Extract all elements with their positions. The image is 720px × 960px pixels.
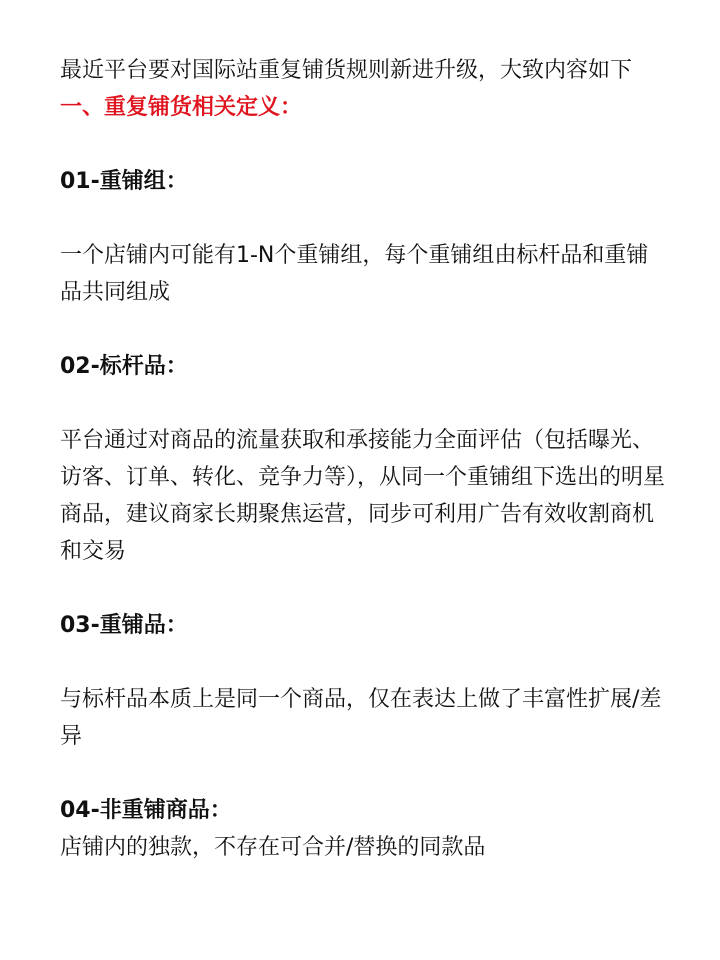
definition-body-3: 与标杆品本质上是同一个商品，仅在表达上做了丰富性扩展/差异: [60, 687, 662, 749]
spacer: [60, 126, 670, 163]
definition-body-2: 平台通过对商品的流量获取和承接能力全面评估（包括曝光、访客、订单、转化、竞争力等），从同一个重铺组下选出的明星商品，建议商家长期聚焦运营，同步可利用广告有效收割商机和交易: [60, 428, 666, 564]
definition-title-3: 03-重铺品：: [60, 613, 188, 638]
spacer: [60, 200, 670, 237]
section-heading: 一、重复铺货相关定义：: [60, 95, 303, 120]
spacer: [60, 644, 670, 681]
definition-title-2: 02-标杆品：: [60, 354, 188, 379]
spacer: [60, 570, 670, 607]
spacer: [60, 385, 670, 422]
document-body: [60, 52, 670, 866]
definition-body-4: 店铺内的独款，不存在可合并/替换的同款品: [60, 835, 486, 860]
definition-body-1: 一个店铺内可能有1-N个重铺组，每个重铺组由标杆品和重铺品共同组成: [60, 243, 649, 305]
spacer: [60, 755, 670, 792]
intro-paragraph: 最近平台要对国际站重复铺货规则新进升级，大致内容如下: [60, 58, 633, 83]
definition-title-1: 01-重铺组：: [60, 169, 188, 194]
definition-title-4: 04-非重铺商品：: [60, 798, 232, 823]
spacer: [60, 311, 670, 348]
